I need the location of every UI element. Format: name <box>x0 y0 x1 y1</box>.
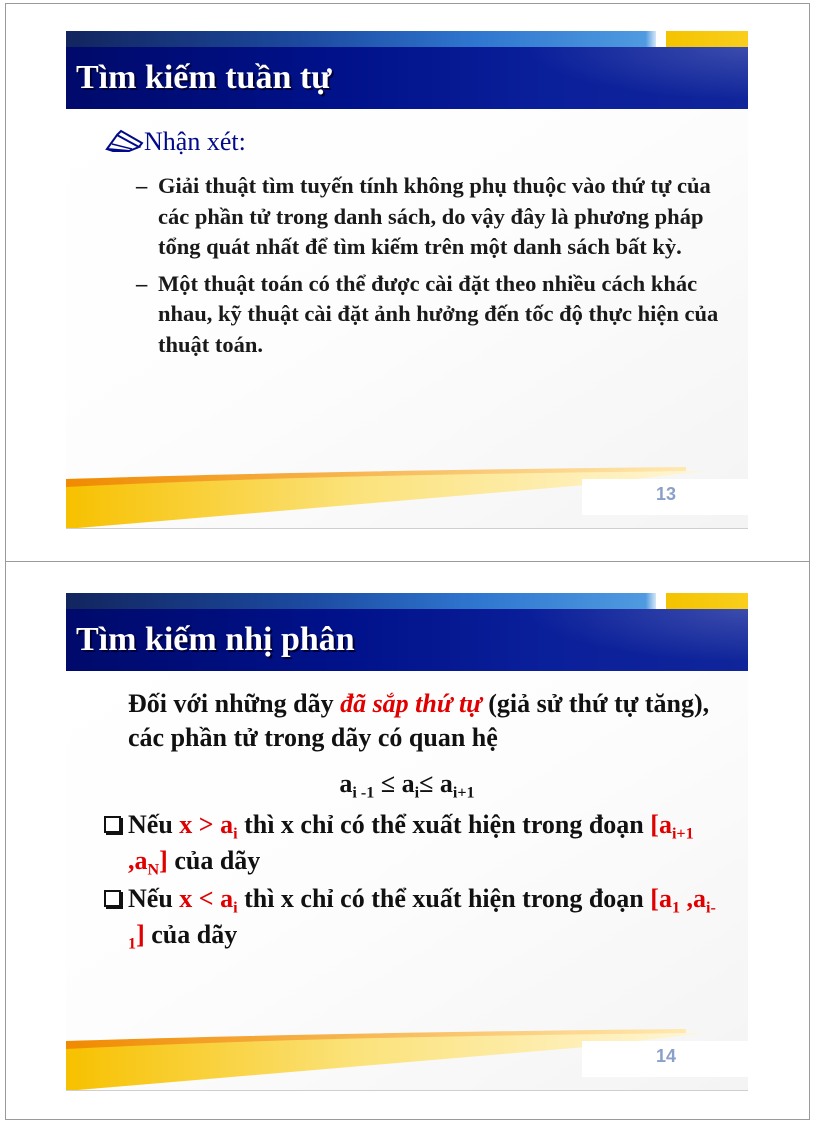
condition-subscript: i <box>233 899 238 917</box>
formula-subscript: i -1 <box>352 784 375 802</box>
top-bar-gap <box>656 593 663 609</box>
dash-bullet: – <box>136 173 148 198</box>
list-item <box>102 881 732 953</box>
slide-title: Tìm kiếm tuần tự <box>76 59 332 96</box>
condition-subscript: i <box>233 825 238 843</box>
checkbox-icon <box>104 816 121 833</box>
checkbox-icon <box>104 890 121 907</box>
section-heading-text: Nhận xét: <box>144 127 246 156</box>
bullet-text: của dãy <box>167 846 261 875</box>
pencil-icon <box>104 129 144 153</box>
condition-text: x > a <box>179 810 234 839</box>
bottom-rule <box>66 1090 748 1091</box>
formula-term: a <box>339 769 353 798</box>
intro-paragraph <box>128 687 740 755</box>
formula-term: a <box>401 769 415 798</box>
bullet-text: Nếu <box>128 884 180 913</box>
slide-13 <box>66 31 748 529</box>
top-accent-bar <box>66 593 748 609</box>
bullet-text: thì x chỉ có thể xuất hiện trong đoạn <box>237 810 651 839</box>
condition <box>179 884 238 917</box>
bullet-text: Nếu <box>128 810 180 839</box>
list-item <box>136 171 726 263</box>
intro-emphasis: đã sắp thứ tự <box>340 689 482 718</box>
formula-operator: ≤ <box>374 769 402 798</box>
formula-subscript: i+1 <box>452 784 475 802</box>
formula-subscript: i <box>414 784 420 802</box>
page-number: 14 <box>655 1046 676 1066</box>
formula-operator: ≤ <box>419 769 440 798</box>
range-text: ,a <box>680 884 707 913</box>
top-bar-gap <box>656 31 663 47</box>
range-text: ] <box>136 920 145 949</box>
bullet-text: thì x chỉ có thể xuất hiện trong đoạn <box>237 884 651 913</box>
dash-bullet: – <box>136 270 148 296</box>
page-divider <box>5 561 810 562</box>
range-text: ,a <box>128 846 148 875</box>
list-item <box>136 269 726 361</box>
formula-term: a <box>439 769 453 798</box>
bottom-rule <box>66 528 748 529</box>
section-heading <box>104 127 246 157</box>
list-item-text: Một thuật toán có thể được cài đặt theo nhiều cách khác nhau, kỹ thuật cài đặt ảnh hưởng đến tốc độ thực hiện của thuật toán. <box>158 270 719 357</box>
range-text: [a <box>650 884 672 913</box>
range-text: ] <box>159 846 168 875</box>
range-subscript: 1 <box>671 899 681 917</box>
page-number: 13 <box>655 484 676 504</box>
remarks-list <box>136 171 726 366</box>
range-subscript: i-1 <box>128 899 716 953</box>
slide-14 <box>66 593 748 1091</box>
condition-list <box>102 807 732 955</box>
condition <box>179 810 238 843</box>
list-item <box>102 807 732 879</box>
bullet-text: của dãy <box>144 920 238 949</box>
range-subscript: N <box>147 861 160 879</box>
intro-text-after: (giả sử thứ tự tăng), các phần tử trong dãy có quan hệ <box>128 689 710 752</box>
condition-text: x < a <box>179 884 234 913</box>
intro-text-before: Đối với những dãy <box>128 689 341 718</box>
relation-formula <box>66 769 748 802</box>
range-subscript: i+1 <box>671 825 694 843</box>
slide-title: Tìm kiếm nhị phân <box>76 621 355 658</box>
list-item-text: Giải thuật tìm tuyến tính không phụ thuộc vào thứ tự của các phần tử trong danh sách, do vậy đây là phương pháp tổng quát nhất để tìm kiếm trên một danh sách bất kỳ. <box>158 173 711 259</box>
top-accent-bar <box>66 31 748 47</box>
range-text: [a <box>650 810 672 839</box>
